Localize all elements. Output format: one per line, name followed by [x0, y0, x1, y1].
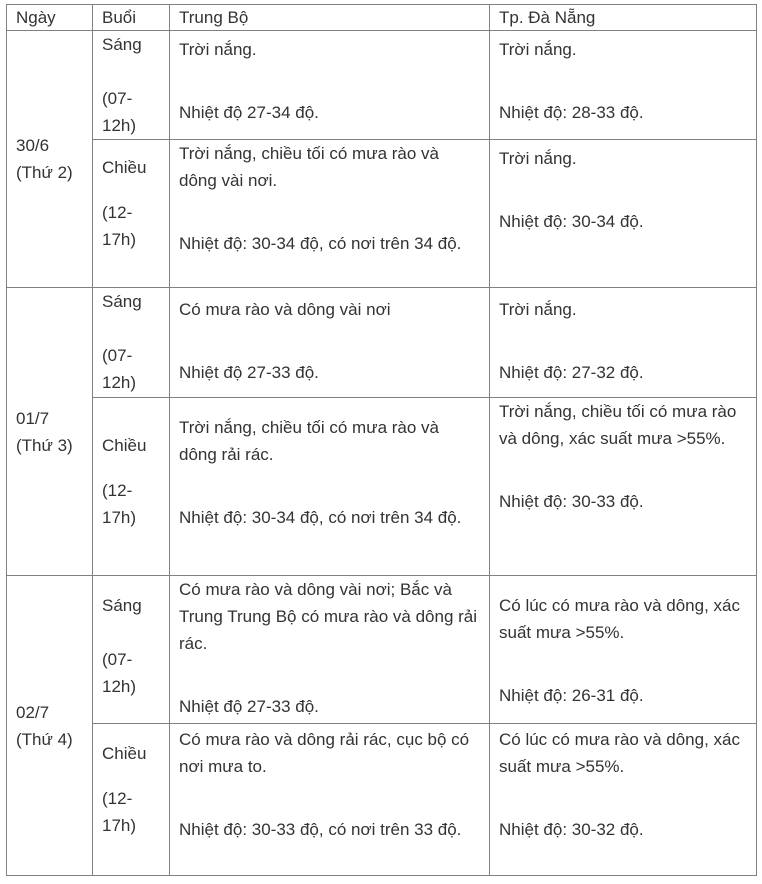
table-row	[7, 576, 757, 724]
central-text: Trời nắng, chiều tối có mưa rào và dông rải rác.	[179, 418, 440, 464]
day-date: 02/7	[16, 702, 50, 722]
period-time-start: (12-	[102, 481, 133, 500]
danang-temp: Nhiệt độ: 30-34 độ.	[499, 212, 644, 231]
day-cell	[7, 576, 93, 876]
central-cell	[170, 398, 490, 576]
danang-cell	[490, 724, 757, 876]
period-time-start: (07-	[102, 650, 133, 669]
danang-text: Có lúc có mưa rào và dông, xác suất mưa >55%.	[499, 730, 740, 776]
danang-cell	[490, 31, 757, 140]
danang-text: Trời nắng, chiều tối có mưa rào và dông, xác suất mưa >55%.	[499, 402, 737, 448]
danang-cell	[490, 576, 757, 724]
day-weekday: (Thứ 2)	[16, 163, 73, 182]
central-temp: Nhiệt độ 27-34 độ.	[179, 103, 319, 122]
central-text: Có mưa rào và dông rải rác, cục bộ có nơi mưa to.	[179, 730, 470, 776]
danang-text: Có lúc có mưa rào và dông, xác suất mưa >55%.	[499, 596, 740, 642]
day-weekday: (Thứ 4)	[16, 729, 73, 749]
table-row	[7, 288, 757, 398]
period-name: Chiều	[102, 744, 147, 763]
period-name: Sáng	[102, 596, 142, 615]
day-date: 30/6	[16, 136, 50, 155]
central-text: Trời nắng, chiều tối có mưa rào và dông vài nơi.	[179, 144, 440, 190]
central-temp: Nhiệt độ 27-33 độ.	[179, 697, 319, 716]
header-day: Ngày	[7, 5, 93, 31]
central-cell	[170, 288, 490, 398]
period-cell	[93, 140, 170, 288]
period-name: Sáng	[102, 35, 142, 54]
danang-cell	[490, 288, 757, 398]
header-central: Trung Bộ	[170, 5, 490, 31]
table-row	[7, 140, 757, 288]
period-name: Chiều	[102, 436, 147, 455]
danang-temp: Nhiệt độ: 30-32 độ.	[499, 820, 644, 839]
danang-temp: Nhiệt độ: 27-32 độ.	[499, 363, 644, 382]
danang-temp: Nhiệt độ: 28-33 độ.	[499, 103, 644, 122]
central-cell	[170, 31, 490, 140]
danang-cell	[490, 398, 757, 576]
period-time-start: (12-	[102, 789, 133, 808]
period-cell	[93, 288, 170, 398]
period-time-start: (07-	[102, 89, 133, 108]
central-text: Trời nắng.	[179, 40, 257, 59]
period-name: Chiều	[102, 158, 147, 177]
period-cell	[93, 576, 170, 724]
period-name: Sáng	[102, 292, 142, 311]
central-cell	[170, 576, 490, 724]
period-time-start: (12-	[102, 203, 133, 222]
forecast-table	[6, 4, 757, 876]
period-time-end: 17h)	[102, 816, 137, 835]
central-temp: Nhiệt độ: 30-33 độ, có nơi trên 33 độ.	[179, 820, 462, 839]
period-time-end: 17h)	[102, 230, 137, 249]
day-cell	[7, 31, 93, 288]
day-date: 01/7	[16, 408, 50, 428]
period-time-start: (07-	[102, 346, 133, 365]
period-time-end: 12h)	[102, 373, 137, 392]
period-cell	[93, 31, 170, 140]
central-cell	[170, 724, 490, 876]
period-time-end: 17h)	[102, 508, 137, 527]
danang-temp: Nhiệt độ: 30-33 độ.	[499, 492, 644, 511]
header-row	[7, 5, 757, 31]
danang-text: Trời nắng.	[499, 40, 577, 59]
central-temp: Nhiệt độ: 30-34 độ, có nơi trên 34 độ.	[179, 508, 462, 527]
period-time-end: 12h)	[102, 116, 137, 135]
central-text: Có mưa rào và dông vài nơi	[179, 300, 391, 319]
header-period: Buổi	[93, 5, 170, 31]
danang-text: Trời nắng.	[499, 300, 577, 319]
period-cell	[93, 398, 170, 576]
central-cell	[170, 140, 490, 288]
day-weekday: (Thứ 3)	[16, 435, 73, 455]
period-cell	[93, 724, 170, 876]
header-danang: Tp. Đà Nẵng	[490, 5, 757, 31]
central-temp: Nhiệt độ: 30-34 độ, có nơi trên 34 độ.	[179, 234, 462, 253]
danang-text: Trời nắng.	[499, 149, 577, 168]
danang-temp: Nhiệt độ: 26-31 độ.	[499, 686, 644, 705]
period-time-end: 12h)	[102, 677, 137, 696]
table-row	[7, 398, 757, 576]
central-temp: Nhiệt độ 27-33 độ.	[179, 363, 319, 382]
central-text: Có mưa rào và dông vài nơi; Bắc và Trung Trung Bộ có mưa rào và dông rải rác.	[179, 580, 478, 653]
day-cell	[7, 288, 93, 576]
danang-cell	[490, 140, 757, 288]
table-row	[7, 31, 757, 140]
table-row	[7, 724, 757, 876]
